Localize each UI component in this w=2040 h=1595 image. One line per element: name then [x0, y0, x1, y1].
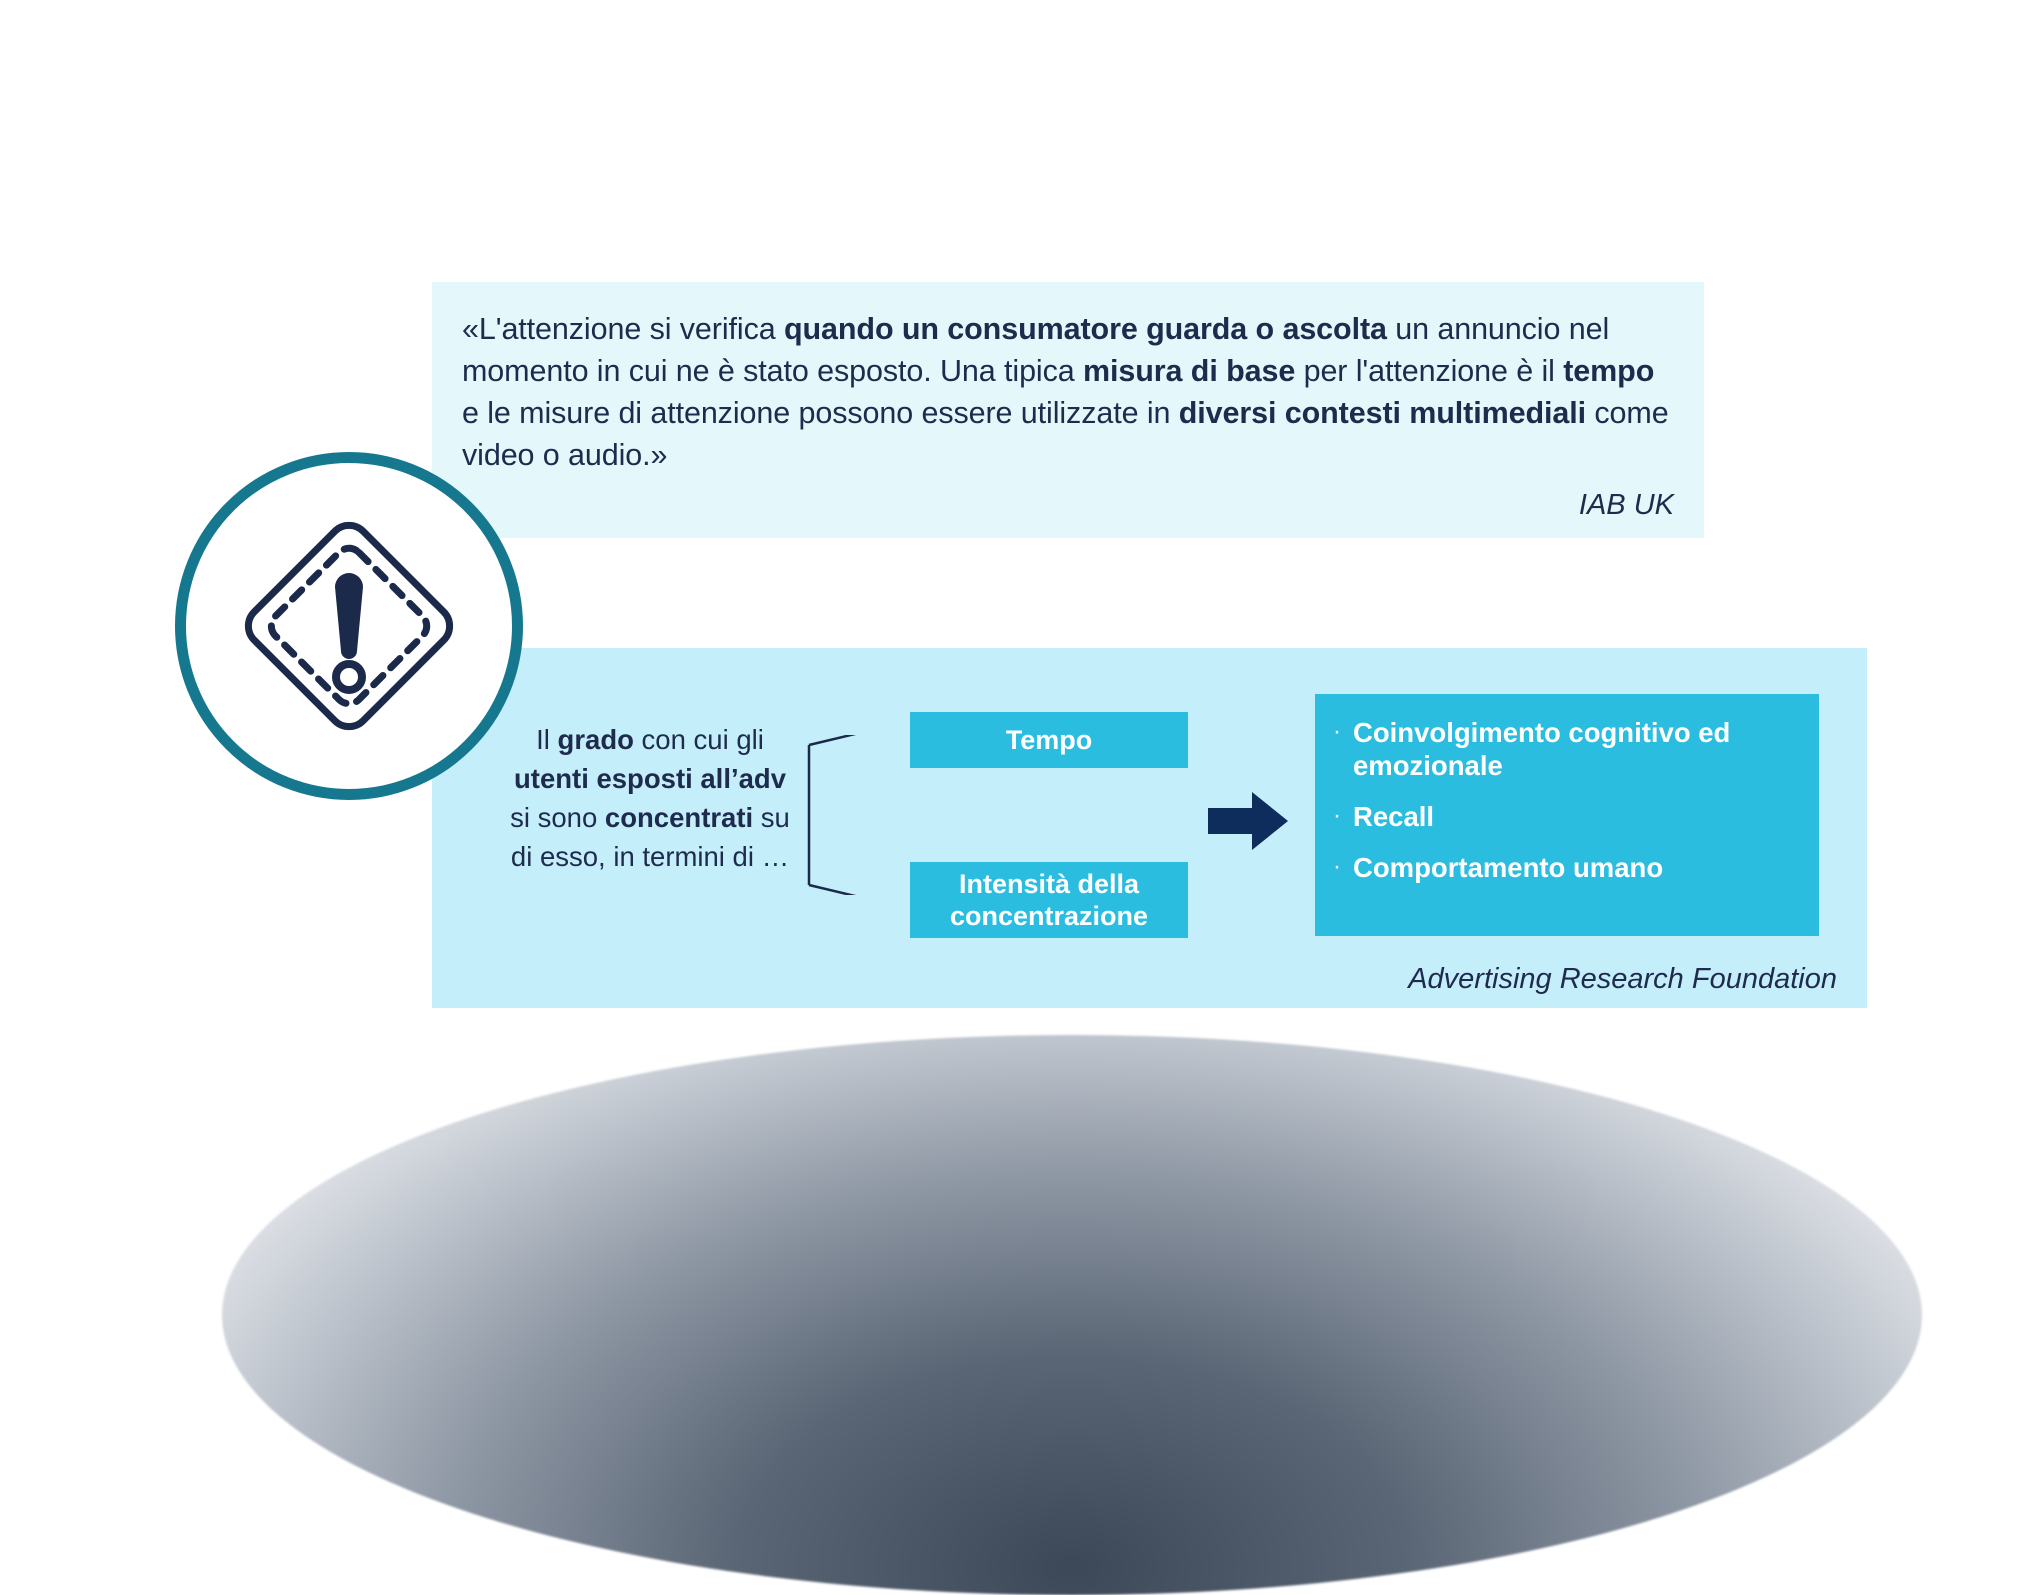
plain-text: per l'attenzione è il: [1295, 354, 1564, 389]
emphasis-text: utenti esposti all’adv: [513, 763, 786, 795]
plain-text: Il: [536, 724, 558, 755]
quote-callout: [432, 282, 1704, 538]
flow-box-intensita: [910, 862, 1188, 938]
emphasis-text: misura di base: [1083, 354, 1296, 389]
outcome-label: Comportamento umano: [1353, 852, 1664, 883]
warning-exclamation-icon: [234, 511, 464, 741]
list-item: [1333, 851, 1797, 884]
emphasis-text: diversi contesti multimediali: [1178, 396, 1587, 431]
plain-text: su di esso, in termini di …: [510, 802, 790, 873]
quote-text: [462, 308, 1674, 476]
branch-arrows: [805, 735, 915, 895]
list-item: [1333, 716, 1797, 782]
right-arrow-icon: [1208, 790, 1288, 852]
plain-text: «L'attenzione si verifica: [462, 312, 784, 346]
flow-box-tempo: [910, 712, 1188, 768]
emphasis-text: quando un consumatore guarda o ascolta: [783, 312, 1387, 346]
flow-box-intensita-label: Intensità della concentrazione: [949, 868, 1149, 931]
emphasis-text: grado: [557, 724, 634, 755]
plain-text: e le misure di attenzione possono essere utilizzate in: [462, 396, 1179, 431]
bullet-icon: ·: [1333, 853, 1341, 880]
outcome-label: Recall: [1353, 801, 1435, 832]
quote-source: IAB UK: [1578, 489, 1674, 521]
plain-text: come video o audio.»: [462, 396, 1669, 473]
emphasis-text: tempo: [1563, 354, 1655, 389]
plain-text: un annuncio nel momento in cui ne è stato esposto. Una tipica: [462, 312, 1610, 389]
bullet-icon: ·: [1333, 718, 1341, 745]
plain-text: con cui gli: [633, 724, 764, 755]
emphasis-text: concentrati: [604, 802, 754, 834]
warning-badge: [175, 452, 523, 800]
flow-box-tempo-label: Tempo: [1005, 724, 1093, 755]
attention-outcomes-box: [1315, 694, 1819, 936]
outcome-label: Coinvolgimento cognitivo ed emozionale: [1353, 717, 1731, 781]
flow-description: [505, 720, 795, 876]
list-item: [1333, 800, 1797, 833]
plain-text: si sono: [510, 802, 605, 834]
bullet-icon: ·: [1333, 802, 1341, 829]
decorative-sphere: [222, 1035, 1922, 1595]
panel-source: Advertising Research Foundation: [1408, 963, 1837, 995]
